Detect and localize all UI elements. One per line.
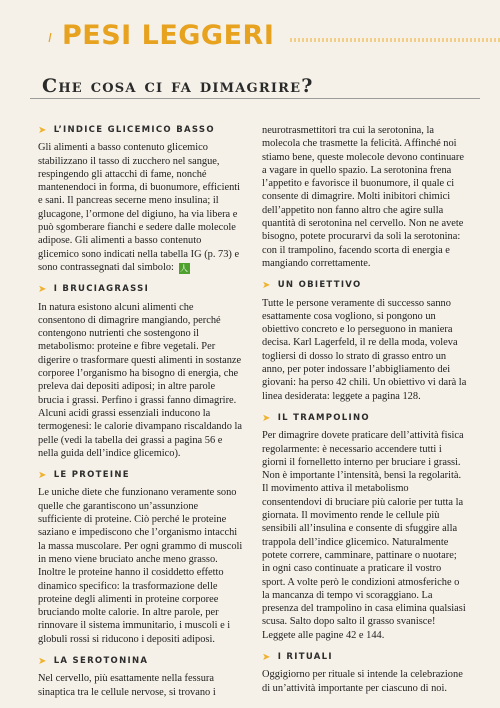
- section-heading-text: LE PROTEINE: [53, 470, 130, 481]
- section-paragraph: neurotrasmettitori tra cui la serotonina, la molecola che trasmette la felicità. Affinché noi stiamo bene, queste molecole devono continuare a vagare in quello spazio. La serotonina frena l’appetito e favorisce il buonumore, il quale ci consente di dimagrire. Molti inibitori chimici dell’appetito non fanno altro che agire sulla quantità di serotonina nel cervello. Non ne avete bisogno, potete procurarvi da soli la serotonina: con il trampolino, facendo scorta di energia e mangiando correttamente.: [262, 125, 464, 269]
- arrow-icon: ➤: [38, 125, 48, 136]
- ig-symbol-icon: 人: [180, 263, 189, 273]
- section-bruciagrassi: [38, 283, 243, 460]
- section-paragraph: Per dimagrire dovete praticare dell’attività fisica regolarmente: è necessario accendere tutti i giorni il fornelletto interno per bruciare i grassi. Non è importante l’intensità, bensì la regolarità. Il movimento attiva il metabolismo consentendovi di bruciare più calorie per tutta la giornata. Il movimento rende le cellule più sensibili all’insulina e consente di sfuggire alla trappola dell’indice glicemico. Naturalmente potete correre, camminare, pattinare o nuotare; in ogni caso continuate a praticare il vostro sport. A volte però le condizioni atmosferiche o la mancanza di tempo vi scoraggiano. La presenza del trampolino in casa elimina qualsiasi scusa. Salto dopo salto il grasso svanisce! Leggete alle pagine 42 e 144.: [262, 430, 466, 641]
- section-heading: [38, 283, 243, 296]
- section-indice-glicemico: [38, 124, 243, 274]
- arrow-icon: ➤: [38, 655, 48, 667]
- section-heading: [38, 655, 243, 668]
- chapter-number: I: [48, 30, 52, 45]
- section-heading-text: I RITUALI: [277, 651, 333, 662]
- page-title: Che cosa ci fa dimagrire?: [42, 75, 314, 97]
- section-heading-text: IL TRAMPOLINO: [277, 412, 370, 423]
- section-paragraph: Nel cervello, più esattamente nella fessura sinaptica tra le cellule nervose, si trovano i: [38, 673, 216, 698]
- section-heading: [38, 469, 243, 482]
- section-rituali: [262, 651, 467, 695]
- section-serotonina: [38, 655, 243, 699]
- section-paragraph: Oggigiorno per rituale si intende la celebrazione di un’attività importante per ciascuno di noi.: [262, 669, 463, 694]
- chapter-header: [0, 20, 500, 50]
- arrow-icon: ➤: [38, 284, 48, 296]
- header-divider: [290, 38, 500, 42]
- section-serotonina-continued: [262, 124, 467, 270]
- arrow-icon: ➤: [38, 470, 48, 482]
- chapter-title: PESI LEGGERI: [62, 20, 275, 51]
- section-heading: [262, 279, 467, 292]
- section-heading-text: UN OBIETTIVO: [277, 280, 362, 291]
- arrow-icon: ➤: [262, 280, 272, 292]
- left-column: [38, 124, 243, 708]
- section-trampolino: [262, 412, 467, 642]
- section-heading-text: I BRUCIAGRASSI: [53, 284, 150, 295]
- section-obiettivo: [262, 279, 467, 403]
- right-column: [262, 124, 467, 704]
- section-heading: [38, 124, 243, 137]
- section-paragraph: Tutte le persone veramente di successo sanno esattamente cosa vogliono, si pongono un obiettivo concreto e lo perseguono in maniera decisa. Karl Lagerfeld, il re della moda, voleva togliersi di dosso lo strato di grasso entro un anno, per poter indossare l’abbigliamento dei giovani: ha perso 42 chili. Un obiettivo vi darà la linea desiderata: leggete a pagina 128.: [262, 297, 467, 402]
- section-heading: [262, 412, 467, 425]
- arrow-icon: ➤: [262, 651, 272, 663]
- section-proteine: [38, 469, 243, 646]
- section-paragraph: [38, 141, 243, 274]
- section-heading: [262, 651, 467, 664]
- section-paragraph: In natura esistono alcuni alimenti che consentono di dimagrire mangiando, perché contengono nutrienti che sostengono il metabolismo: proteine e fibre vegetali. Per digerire o trasformare questi alimenti in sostanze corporee l’organismo ha bisogno di energia, che preleva dai depositi adiposi; in altre parole brucia i grassi. Perfino i grassi fanno dimagrire. Alcuni acidi grassi essenziali inducono la termogenesi: le calorie divampano riscaldando la pelle (vedi la tabella dei grassi a pagina 56 e nella guida dell’indice glicemico).: [38, 301, 242, 459]
- arrow-icon: ➤: [262, 412, 272, 424]
- section-paragraph-text: Gli alimenti a basso contenuto glicemico stabilizzano il tasso di zucchero nel sangue, respingendo gli attacchi di fame, nonché mantenendoci in forma, di buonumore, efficienti e sani. Il pancreas secerne meno insulina; il glucagone, l’ormone del digiuno, ha via libera e può sgomberare fianchi e sedere dalle molecole adipose. Gli alimenti a basso contenuto glicemico sono indicati nella tabella IG (p. 73) e sono contrassegnati dal simbolo:: [38, 142, 241, 273]
- section-heading-text: L’INDICE GLICEMICO BASSO: [53, 125, 215, 135]
- section-paragraph: Le uniche diete che funzionano veramente sono quelle che garantiscono un’assunzione sufficiente di proteine. Ciò perché le proteine saziano e impediscono che l’organismo intacchi la massa muscolare. Per ogni grammo di muscoli in meno viene bruciato anche meno grasso. Inoltre le proteine hanno il cosiddetto effetto dinamico specifico: la trasformazione delle proteine degli alimenti in proteine corporee bruciando molte calorie. In altre parole, per rinnovare il sistema immunitario, i muscoli e i globuli rossi si riducono i depositi adiposi.: [38, 487, 243, 645]
- section-heading-text: LA SEROTONINA: [53, 655, 149, 666]
